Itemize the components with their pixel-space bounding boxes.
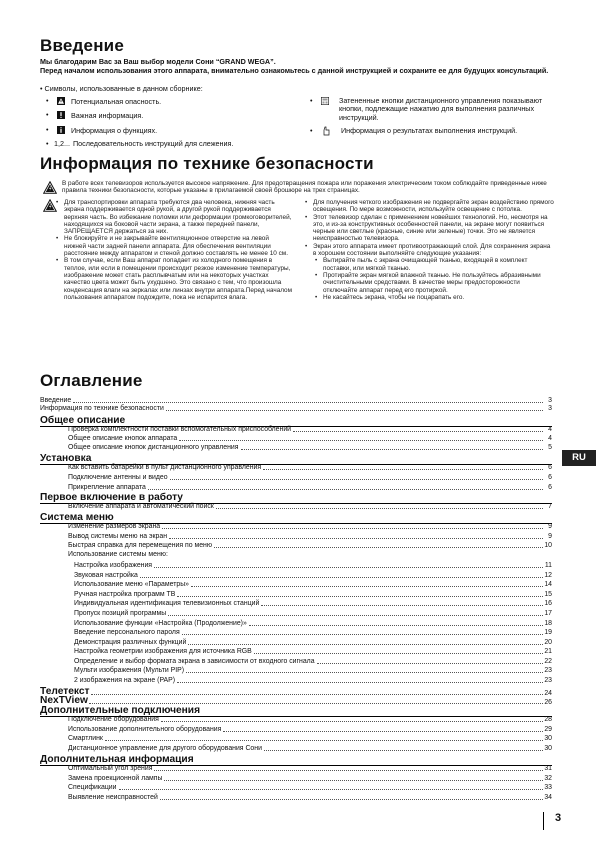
toc-entry-page: 3 — [548, 405, 552, 412]
toc-entry-page: 15 — [544, 591, 552, 598]
toc-entry-page: 22 — [544, 658, 552, 665]
toc-section-title[interactable]: Первое включение в работу — [40, 492, 183, 503]
toc-entry[interactable] — [74, 580, 552, 589]
intro-read-notice: Перед началом использования этого аппарата, внимательно ознакомьтесь с данной инструкцией и сохраните ее для будущих консультаций. — [40, 66, 549, 75]
important-square-icon — [57, 111, 65, 119]
toc-entry[interactable] — [74, 599, 552, 608]
toc-entry-label: Подключение антенны и видео — [68, 474, 168, 481]
toc-entry-page: 6 — [548, 474, 552, 481]
toc-entry-page: 32 — [544, 775, 552, 782]
toc-entry-label: Спецификации — [68, 784, 117, 791]
toc-section-title[interactable]: Дополнительная информация — [40, 754, 194, 765]
toc-entry[interactable] — [68, 502, 552, 511]
numbered-steps-marker: 1,2... — [54, 138, 70, 148]
toc-entry-page: 18 — [544, 620, 552, 627]
safety-item: • Не блокируйте и не закрывайте вентиляционное отверстие на левой нижней части задней панели аппарата. Для обеспечения вентиляции расстояние между аппаратом и стеной должно составлять не менее 10 см. — [56, 235, 292, 257]
toc-entry[interactable] — [68, 483, 552, 492]
toc-entry-page: 21 — [544, 648, 552, 655]
symbol-item — [46, 111, 296, 120]
toc-entry[interactable] — [74, 590, 552, 599]
safety-subitem: • Вытирайте пыль с экрана очищающей тканью, входящей в комплект поставки, или мягкой тканью. — [315, 257, 555, 272]
toc-entry-page: 9 — [548, 523, 552, 530]
toc-entry[interactable] — [68, 793, 552, 802]
toc-entry-page: 4 — [548, 426, 552, 433]
symbol-text: Последовательность инструкций для слежения. — [72, 138, 234, 148]
toc-entry[interactable] — [74, 628, 552, 637]
symbols-right-list — [310, 97, 555, 136]
toc-entry-page: 11 — [544, 562, 552, 569]
toc-entry[interactable] — [74, 571, 552, 580]
toc-entry-label: Использование меню «Параметры» — [74, 581, 190, 588]
toc-entry-page: 4 — [548, 435, 552, 442]
toc-section-title: Телетекст — [40, 686, 90, 697]
toc-entry-label: Проверка комплектности поставки вспомогательных приспособлений — [68, 426, 292, 433]
toc-section-title[interactable]: Система меню — [40, 512, 114, 523]
toc-entry[interactable] — [68, 532, 552, 541]
toc-entry-label: Ручная настройка программ ТВ — [74, 591, 176, 598]
symbol-text: • Информация о результатах выполнения инструкций. — [341, 125, 518, 135]
toc-entry-page: 23 — [544, 667, 552, 674]
toc-entry-label: Оптимальный угол зрения — [68, 765, 153, 772]
toc-entry-page: 20 — [544, 639, 552, 646]
toc-entry[interactable] — [68, 463, 552, 472]
toc-entry[interactable] — [74, 609, 552, 618]
toc-entry[interactable] — [74, 638, 552, 647]
toc-entry[interactable] — [68, 783, 552, 792]
toc-entry-page: 34 — [544, 794, 552, 801]
warning-square-icon — [57, 97, 65, 105]
toc-title: Оглавление — [40, 371, 143, 390]
toc-entry-page: 24 — [544, 690, 552, 697]
toc-entry-page: 12 — [544, 572, 552, 579]
toc-entry-label: Использование дополнительного оборудования — [68, 726, 222, 733]
safety-item: • Для транспортировки аппарата требуются два человека, нижняя часть экрана поддерживается одной рукой, а другой рукой поддерживается верхняя часть. Во избежание поломки или деформации громкоговорителей, находящихся на боковой части экрана, а также передней панели, ЗАПРЕЩАЕТСЯ держаться за них. — [56, 199, 292, 235]
toc-entry[interactable] — [68, 725, 552, 734]
toc-entry-label: Подключение оборудования — [68, 716, 159, 723]
toc-entry[interactable] — [40, 404, 552, 413]
safety-subitem: • Не касайтесь экрана, чтобы не поцарапать его. — [315, 294, 555, 301]
toc-entry-page: 33 — [544, 784, 552, 791]
toc-entry-label: Прикрепление аппарата — [68, 484, 146, 491]
warning-triangle-icon — [43, 181, 57, 194]
symbol-item — [310, 97, 555, 122]
symbols-left-list — [46, 97, 296, 148]
toc-entry-page: 9 — [548, 533, 552, 540]
safety-item: • Для получения четкого изображения не подвергайте экран воздействию прямого освещения. По мере возможности, используйте освещение с потолка. — [305, 199, 555, 214]
symbols-lead-text: Символы, использованные в данном сборнике: — [44, 84, 203, 93]
toc-entry-label: Быстрая справка для перемещения по меню — [68, 542, 213, 549]
safety-title: Информация по технике безопасности — [40, 154, 374, 173]
toc-entry-label: Как вставить батарейки в пульт дистанционного управления — [68, 464, 262, 471]
warning-triangle-icon — [43, 199, 57, 212]
toc-entry-page: 19 — [544, 629, 552, 636]
toc-entry[interactable] — [68, 744, 552, 753]
intro-thanks: Мы благодарим Вас за Ваш выбор модели Сони “GRAND WEGA”. — [40, 57, 276, 66]
toc-entry-label: Изменение размеров экрана — [68, 523, 161, 530]
toc-entry-page: 23 — [544, 677, 552, 684]
toc-entry[interactable] — [68, 774, 552, 783]
toc-entry-page: 7 — [548, 503, 552, 510]
toc-entry[interactable] — [74, 647, 552, 656]
toc-entry[interactable] — [68, 541, 552, 550]
toc-entry-label: Демонстрация различных функций — [74, 639, 187, 646]
toc-entry[interactable] — [74, 619, 552, 628]
toc-entry-page: 10 — [544, 542, 552, 549]
symbol-text: Важная информация. — [71, 111, 144, 121]
toc-entry-page: 31 — [544, 765, 552, 772]
toc-entry-label: Смартлинк — [68, 735, 103, 742]
toc-section-title: NexTView — [40, 695, 88, 706]
toc-entry-label: Пропуск позиций программы — [74, 610, 167, 617]
toc-section-title[interactable]: Установка — [40, 453, 92, 464]
toc-entry-label: Определение и выбор формата экрана в зависимости от входного сигнала — [74, 658, 315, 665]
toc-entry-page: 6 — [548, 464, 552, 471]
symbol-item — [46, 97, 296, 106]
toc-entry-label: Мульти изображения (Мульти PIP) — [74, 667, 185, 674]
toc-entry-label: Вывод системы меню на экран — [68, 533, 168, 540]
shaded-remote-buttons-icon — [321, 97, 329, 105]
toc-entry-page: 16 — [544, 600, 552, 607]
toc-entry-label: Общее описание кнопок аппарата — [68, 435, 178, 442]
toc-entry-page: 6 — [548, 484, 552, 491]
toc-section-title[interactable]: Дополнительные подключения — [40, 705, 201, 716]
toc-entry-label: Звуковая настройка — [74, 572, 138, 579]
toc-section-title[interactable]: Общее описание — [40, 415, 126, 426]
toc-entry[interactable] — [74, 676, 552, 685]
toc-entry-label: Выявление неисправностей — [68, 794, 158, 801]
toc-entry-label: Общее описание кнопок дистанционного управления — [68, 444, 239, 451]
toc-entry[interactable] — [68, 734, 552, 743]
safety-left-list — [56, 199, 292, 301]
symbols-lead: • Символы, использованные в данном сборнике: — [40, 84, 203, 93]
hand-result-icon — [321, 126, 331, 136]
safety-subitem: • Протирайте экран мягкой влажной тканью. Не пользуйтесь абразивными очистительными средствами. В качестве меры предосторожности отключайте аппарат перед его протиркой. — [315, 272, 555, 294]
toc-entry-label: Введение — [40, 397, 72, 404]
toc-entry-page: 30 — [544, 735, 552, 742]
toc-entry-page: 14 — [544, 581, 552, 588]
page-number: 3 — [555, 812, 562, 824]
toc-entry-page: 29 — [544, 726, 552, 733]
toc-entry-label: Настройка изображения — [74, 562, 153, 569]
toc-entry-label: Введение персонального пароля — [74, 629, 180, 636]
safety-item-text: Экран этого аппарата имеет противоотражающий слой. Для сохранения экрана в хорошем состоянии выполняйте следующие указания: — [313, 242, 551, 258]
toc-entry[interactable] — [74, 666, 552, 675]
toc-entry-page: 3 — [548, 397, 552, 404]
symbol-item — [310, 126, 555, 136]
toc-entry-label: Использование функции «Настройка (Продолжение)» — [74, 620, 247, 627]
toc-entry[interactable] — [68, 764, 552, 773]
symbol-text: Информация о функциях. — [71, 125, 158, 135]
symbol-item — [46, 126, 296, 135]
toc-entry-page: 30 — [544, 745, 552, 752]
safety-item: • В том случае, если Ваш аппарат попадает из холодного помещения в теплое, или если в помещении происходит резкое изменение температуры, изображение может стать расплывчатым или на некоторых участках качество цвета может быть ухудшено. Это связано с тем, что произошла конденсация влаги на зеркалах или линзах внутри аппарата.Перед началом пользования аппаратом подождите, пока не испарится влага. — [56, 257, 292, 301]
toc-entry-label: Замена проекционной лампы — [68, 775, 163, 782]
toc-entry[interactable] — [68, 522, 552, 531]
info-square-icon — [57, 126, 65, 134]
symbol-text: Потенциальная опасность. — [71, 97, 162, 106]
intro-title: Введение — [40, 36, 124, 55]
safety-lead: В работе всех телевизоров используется высокое напряжение. Для предотвращения пожара или поражения электрическим током соблюдайте приведенные ниже правила техники безопасности, которые указаны в прилагаемой своей брошюре на трех страницах. — [62, 180, 547, 195]
toc-entry-page: 26 — [544, 699, 552, 706]
toc-entry[interactable] — [68, 434, 552, 443]
toc-entry — [68, 550, 552, 559]
toc-entry[interactable] — [74, 657, 552, 666]
symbol-text: • Затененные кнопки дистанционного управления показывают кнопки, подлежащие нажатию для выполнения различных инструкций. — [339, 96, 543, 122]
page-number-divider — [543, 812, 544, 830]
toc-entry-page: 17 — [544, 610, 552, 617]
toc-entry-label: Включение аппарата и автоматический поиск — [68, 503, 214, 510]
toc-entry[interactable] — [68, 473, 552, 482]
safety-subitems — [315, 257, 555, 301]
safety-item — [305, 243, 555, 301]
toc-entry-label: 2 изображения на экране (PAP) — [74, 677, 176, 684]
toc-entry[interactable] — [74, 561, 552, 570]
safety-right-list — [305, 199, 555, 301]
symbol-item — [46, 140, 296, 148]
toc-entry-label: Дистанционное управление для другого оборудования Сони — [68, 745, 262, 752]
toc-entry[interactable] — [68, 443, 552, 452]
toc-entry-page: 28 — [544, 716, 552, 723]
toc-entry[interactable] — [68, 715, 552, 724]
toc-entry-label: Информация по технике безопасности — [40, 405, 164, 412]
toc-entry-page: 5 — [548, 444, 552, 451]
toc-entry-label: Индивидуальная идентификация телевизионных станций — [74, 600, 260, 607]
toc-entry-label: Настройка геометрии изображения для источника RGB — [74, 648, 252, 655]
toc-entry-label: Использование системы меню: — [68, 551, 168, 558]
toc-entry[interactable] — [68, 425, 552, 434]
language-tab: RU — [562, 450, 596, 466]
safety-item: • Этот телевизор сделан с применением новейших технологий. Но, несмотря на это, и из-за конструктивных особенностей панели, на экране могут появиться черные или светлые (красные, синие или зеленые) точки. Это не является неисправностью телевизора. — [305, 214, 555, 243]
